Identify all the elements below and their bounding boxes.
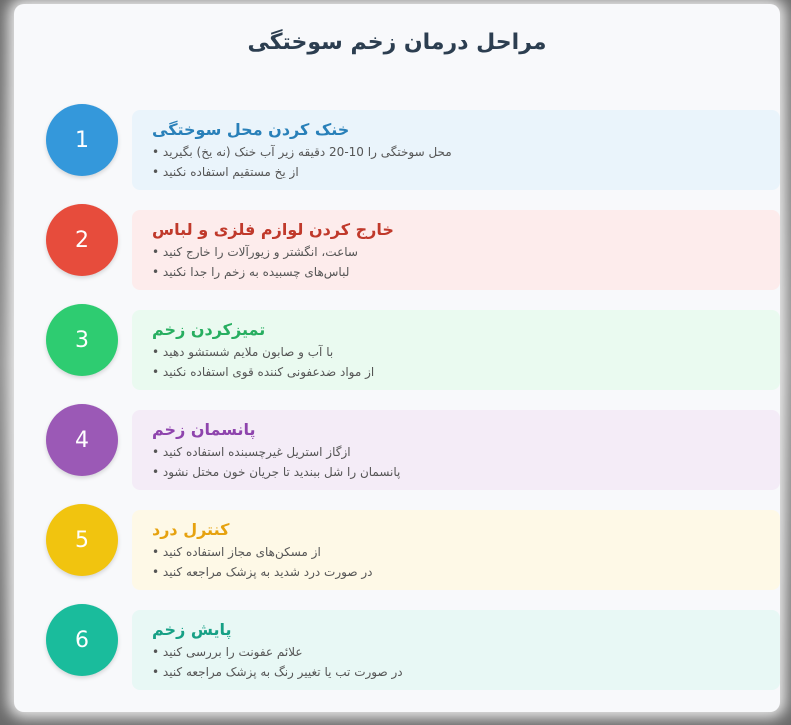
- page-title: مراحل درمان زخم سوختگی: [247, 30, 547, 55]
- step-card: [132, 610, 780, 690]
- step-number-badge: 2: [46, 204, 118, 276]
- step-title: کنترل درد: [152, 520, 230, 539]
- step-2: [14, 204, 780, 286]
- step-number-badge: 3: [46, 304, 118, 376]
- step-bullet: با آب و صابون ملایم شستشو دهید •: [152, 345, 334, 359]
- step-number-badge: 6: [46, 604, 118, 676]
- step-bullet: در صورت تب یا تغییر رنگ به پزشک مراجعه کنید •: [152, 665, 403, 679]
- step-bullet: ساعت، انگشتر و زیورآلات را خارج کنید •: [152, 245, 358, 259]
- step-title: پایش زخم: [152, 620, 232, 639]
- step-title: خارج کردن لوازم فلزی و لباس: [152, 220, 394, 239]
- step-3: [14, 304, 780, 386]
- step-bullet: از مسکن‌های مجاز استفاده کنید •: [152, 545, 321, 559]
- step-bullet: از یخ مستقیم استفاده نکنید •: [152, 165, 299, 179]
- step-card: [132, 410, 780, 490]
- step-number-badge: 4: [46, 404, 118, 476]
- content-card: [14, 4, 780, 712]
- step-card: [132, 110, 780, 190]
- step-bullet: لباس‌های چسبیده به زخم را جدا نکنید •: [152, 265, 350, 279]
- step-6: [14, 604, 780, 686]
- step-4: [14, 404, 780, 486]
- step-title: خنک کردن محل سوختگی: [152, 120, 350, 139]
- step-card: [132, 210, 780, 290]
- step-bullet: از مواد ضدعفونی کننده قوی استفاده نکنید •: [152, 365, 375, 379]
- step-5: [14, 504, 780, 586]
- step-bullet: ازگاز استریل غیرچسبنده استفاده کنید •: [152, 445, 351, 459]
- step-bullet: محل سوختگی را 10-20 دقیقه زیر آب خنک (نه یخ) بگیرید •: [152, 145, 452, 159]
- step-card: [132, 310, 780, 390]
- step-title: تمیزکردن زخم: [152, 320, 266, 339]
- step-bullet: پانسمان را شل ببندید تا جریان خون مختل نشود •: [152, 465, 401, 479]
- step-number-badge: 1: [46, 104, 118, 176]
- step-1: [14, 104, 780, 186]
- step-bullet: در صورت درد شدید به پزشک مراجعه کنید •: [152, 565, 373, 579]
- step-card: [132, 510, 780, 590]
- step-title: پانسمان زخم: [152, 420, 256, 439]
- step-bullet: علائم عفونت را بررسی کنید •: [152, 645, 303, 659]
- step-number-badge: 5: [46, 504, 118, 576]
